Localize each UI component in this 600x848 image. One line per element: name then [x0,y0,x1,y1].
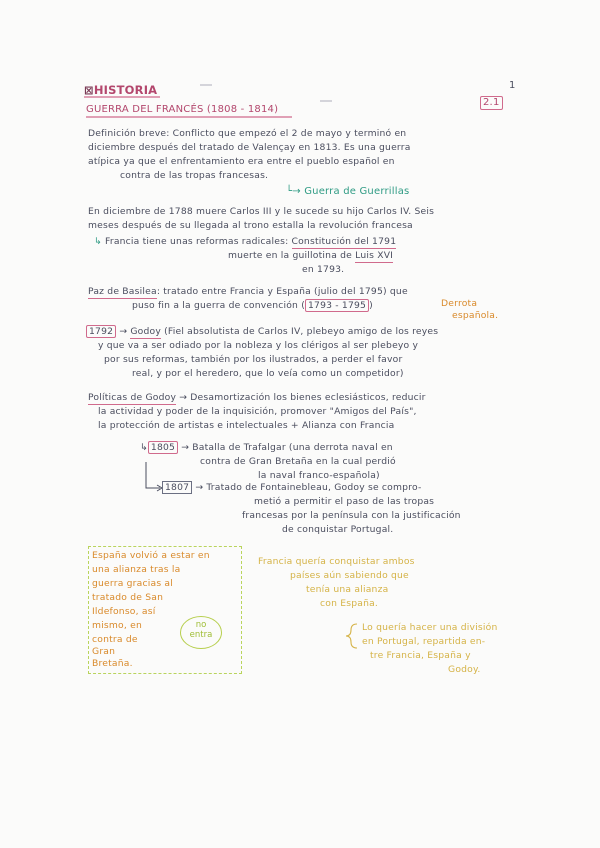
boxed-note-line: una alianza tras la [92,564,181,575]
godoy-line: 1792 → Godoy (Fiel absolutista de Carlos IV, plebeyo amigo de los reyes [86,326,438,338]
luis-term: Luis XVI [355,250,394,261]
politicas-line: la protección de artistas e intelectuales + Alianza con Francia [98,420,395,431]
years-box: 1793 - 1795 [305,299,369,312]
yellow-brace-line: Godoy. [448,664,481,675]
context-arrow-line: ↳ Francia tiene unas reformas radicales: Constitución del 1791 [94,236,397,247]
godoy-name: Godoy [130,326,161,337]
year-box: 1805 [148,441,178,454]
boxed-note-line: Ildefonso, así [92,606,156,617]
godoy-line: real, y por el heredero, que lo veía como un competidor) [132,368,404,379]
year-box: 1792 [86,325,116,338]
yellow-brace-line: en Portugal, repartida en- [362,636,486,647]
definition-line: atípica ya que el enfrentamiento era entre el pueblo español en [88,156,395,167]
arrow-right-icon: → [181,442,190,453]
definition-line: contra de las tropas francesas. [120,170,269,181]
politicas-line: la actividad y poder de la inquisición, promover "Amigos del País", [98,406,417,417]
boxed-note-line: mismo, en [92,620,142,631]
guerrillas-note: └→ Guerra de Guerrillas [286,186,410,197]
corner-mark: 1 [509,80,516,91]
arrow-right-icon: ↳ [94,236,102,247]
yellow-note-line: Francia quería conquistar ambos [258,556,415,567]
no-entra-stamp: no entra [180,616,222,649]
yellow-brace-line: tre Francia, España y [370,650,471,661]
context-line: muerte en la guillotina de Luis XVI [228,250,394,261]
page-title: ⊠HISTORIA [84,83,158,97]
basilea-note: española. [452,310,499,321]
basilea-label: Paz de Basilea [88,286,157,297]
context-line: En diciembre de 1788 muere Carlos III y le sucede su hijo Carlos IV. Seis [88,206,435,217]
boxed-note-line: tratado de San [92,592,164,603]
boxed-note-line: Gran [92,646,116,657]
context-year: en 1793. [302,264,345,275]
boxed-note-line: guerra gracias al [92,578,174,589]
basilea-note: Derrota [441,298,478,309]
definition-line: diciembre después del tratado de Valençay en 1813. Es una guerra [88,142,411,153]
yellow-note-line: con España. [320,598,379,609]
yellow-brace-line: Lo quería hacer una división [362,622,498,633]
event-1805: ↳ 1805 → Batalla de Trafalgar (una derrota naval en [140,442,393,453]
arrow-right-icon: → [179,392,188,403]
boxed-note-line: contra de [92,634,138,645]
basilea-line: puso fin a la guerra de convención ( 1793 - 1795 ) [132,300,373,311]
definition-line: Definición breve: Conflicto que empezó el 2 de mayo y terminó en [88,128,407,139]
yellow-note-line: tenía una alianza [306,584,389,595]
event-1807-line: francesas por la península con la justificación [242,510,461,521]
politicas-line: Políticas de Godoy → Desamortización los bienes eclesiásticos, reducir [88,392,426,403]
arrow-right-icon: → [119,326,128,337]
page-label-badge: 2.1 [480,96,503,110]
page-subtitle: GUERRA DEL FRANCÉS (1808 - 1814) [86,104,279,115]
constitucion-term: Constitución del 1791 [291,236,397,247]
godoy-line: por sus reformas, también por los ilustrados, a perder el favor [104,354,403,365]
context-line: meses después de su llegada al trono estalla la revolución francesa [88,220,413,231]
basilea-line: Paz de Basilea: tratado entre Francia y España (julio del 1795) que [88,286,408,297]
event-1807-line: de conquistar Portugal. [282,524,394,535]
arrow-right-icon: → [195,482,204,493]
event-1805-line: contra de Gran Bretaña en la cual perdió [200,456,396,467]
event-1807: 1807 → Tratado de Fontainebleau, Godoy se compro- [162,482,421,494]
yellow-note-line: países aún sabiendo que [290,570,409,581]
boxed-note-line: España volvió a estar en [92,550,210,561]
godoy-line: y que va a ser odiado por la nobleza y los clérigos al ser plebeyo y [98,340,419,351]
year-box: 1807 [162,481,192,494]
arrow-right-icon: └→ [286,186,301,197]
pen-mark-icon: ⊠ [84,83,94,97]
boxed-note-line: Bretaña. [92,658,133,669]
politicas-label: Políticas de Godoy [88,392,177,403]
event-1805-line: la naval franco-española) [258,470,380,481]
event-1807-line: metió a permitir el paso de las tropas [254,496,435,507]
